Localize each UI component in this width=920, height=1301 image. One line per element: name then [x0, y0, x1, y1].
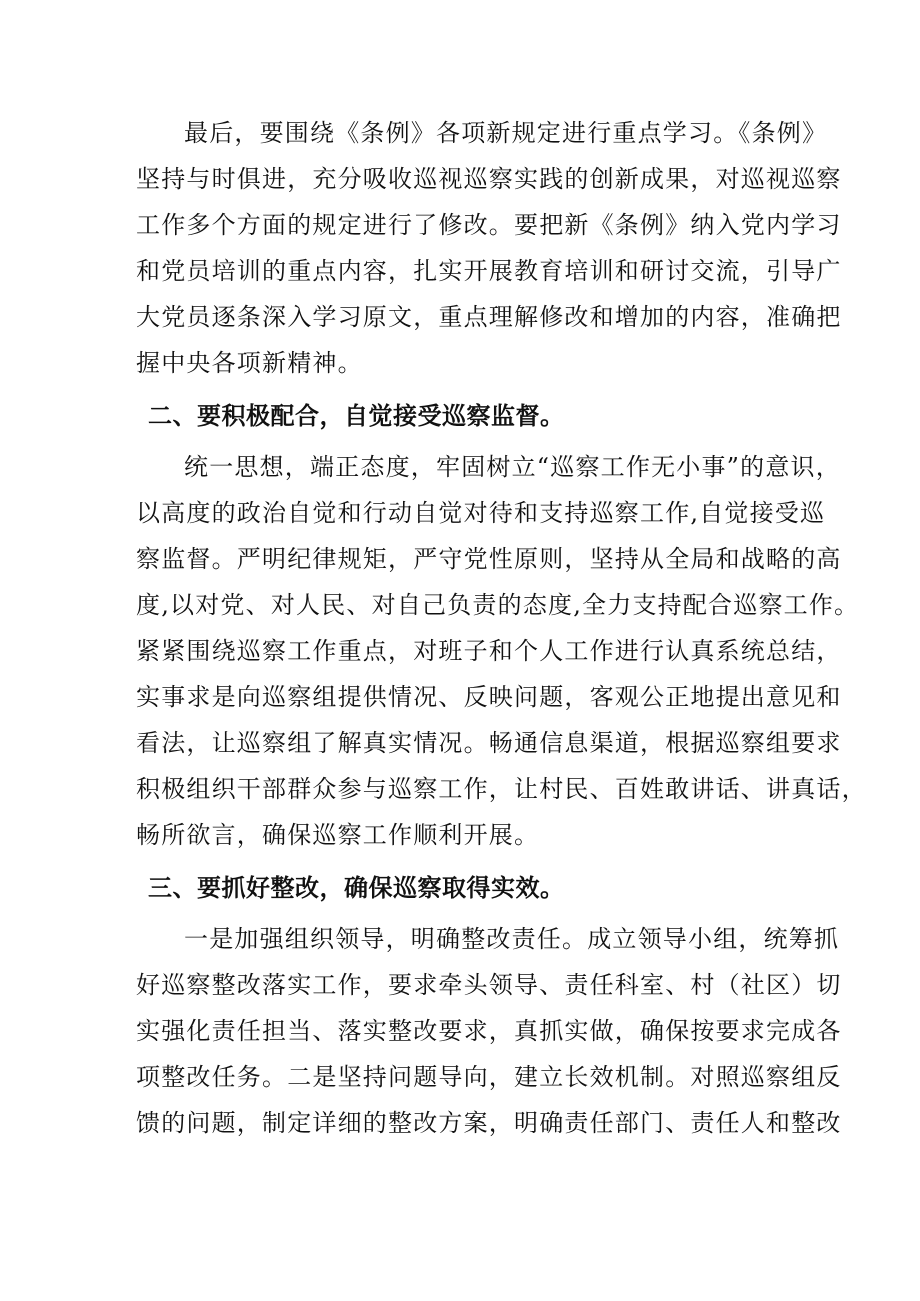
text-line: 握中央各项新精神。: [136, 349, 363, 377]
text-line: 度,以对党、对人民、对自己负责的态度,全力支持配合巡察工作。: [136, 591, 860, 619]
text-line: 项整改任务。二是坚持问题导向，建立长效机制。对照巡察组反: [136, 1063, 842, 1091]
text-line: 以高度的政治自觉和行动自觉对待和支持巡察工作,自觉接受巡: [136, 499, 826, 527]
text-line: 紧紧围绕巡察工作重点，对班子和个人工作进行认真系统总结，: [136, 637, 842, 665]
paragraph-accept-supervision: [136, 444, 867, 858]
text-line: 好巡察整改落实工作，要求牵头领导、责任科室、村（社区）切: [136, 971, 842, 999]
text-line: 统一思想，端正态度，牢固树立“巡察工作无小事”的意识，: [184, 453, 841, 481]
text-line: 看法，让巡察组了解真实情况。畅通信息渠道，根据巡察组要求: [136, 729, 842, 757]
text-line: 一是加强组织领导，明确整改责任。成立领导小组，统筹抓: [184, 925, 840, 953]
paragraph-rectification: [136, 916, 842, 1146]
text-line: 坚持与时俱进，充分吸收巡视巡察实践的创新成果，对巡视巡察: [136, 165, 842, 193]
document-body: [136, 110, 867, 1146]
text-line: 大党员逐条深入学习原文，重点理解修改和增加的内容，准确把: [136, 303, 842, 331]
text-line: 积极组织干部群众参与巡察工作，让村民、百姓敢讲话、讲真话，: [136, 775, 867, 803]
text-line: 工作多个方面的规定进行了修改。要把新《条例》纳入党内学习: [136, 211, 842, 239]
text-line: 馈的问题，制定详细的整改方案，明确责任部门、责任人和整改: [136, 1109, 842, 1137]
paragraph-study-regulations: [136, 110, 842, 386]
section-heading-cooperate: 二、要积极配合，自觉接受巡察监督。: [148, 402, 565, 430]
text-line: 察监督。严明纪律规矩，严守党性原则，坚持从全局和战略的高: [136, 545, 842, 573]
text-line: 畅所欲言，确保巡察工作顺利开展。: [136, 821, 540, 849]
text-line: 最后，要围绕《条例》各项新规定进行重点学习。《条例》: [184, 119, 828, 147]
text-line: 实事求是向巡察组提供情况、反映问题，客观公正地提出意见和: [136, 683, 842, 711]
text-line: 和党员培训的重点内容，扎实开展教育培训和研讨交流，引导广: [136, 257, 842, 285]
section-heading-rectification: 三、要抓好整改，确保巡察取得实效。: [148, 874, 565, 902]
text-line: 实强化责任担当、落实整改要求，真抓实做，确保按要求完成各: [136, 1017, 842, 1045]
